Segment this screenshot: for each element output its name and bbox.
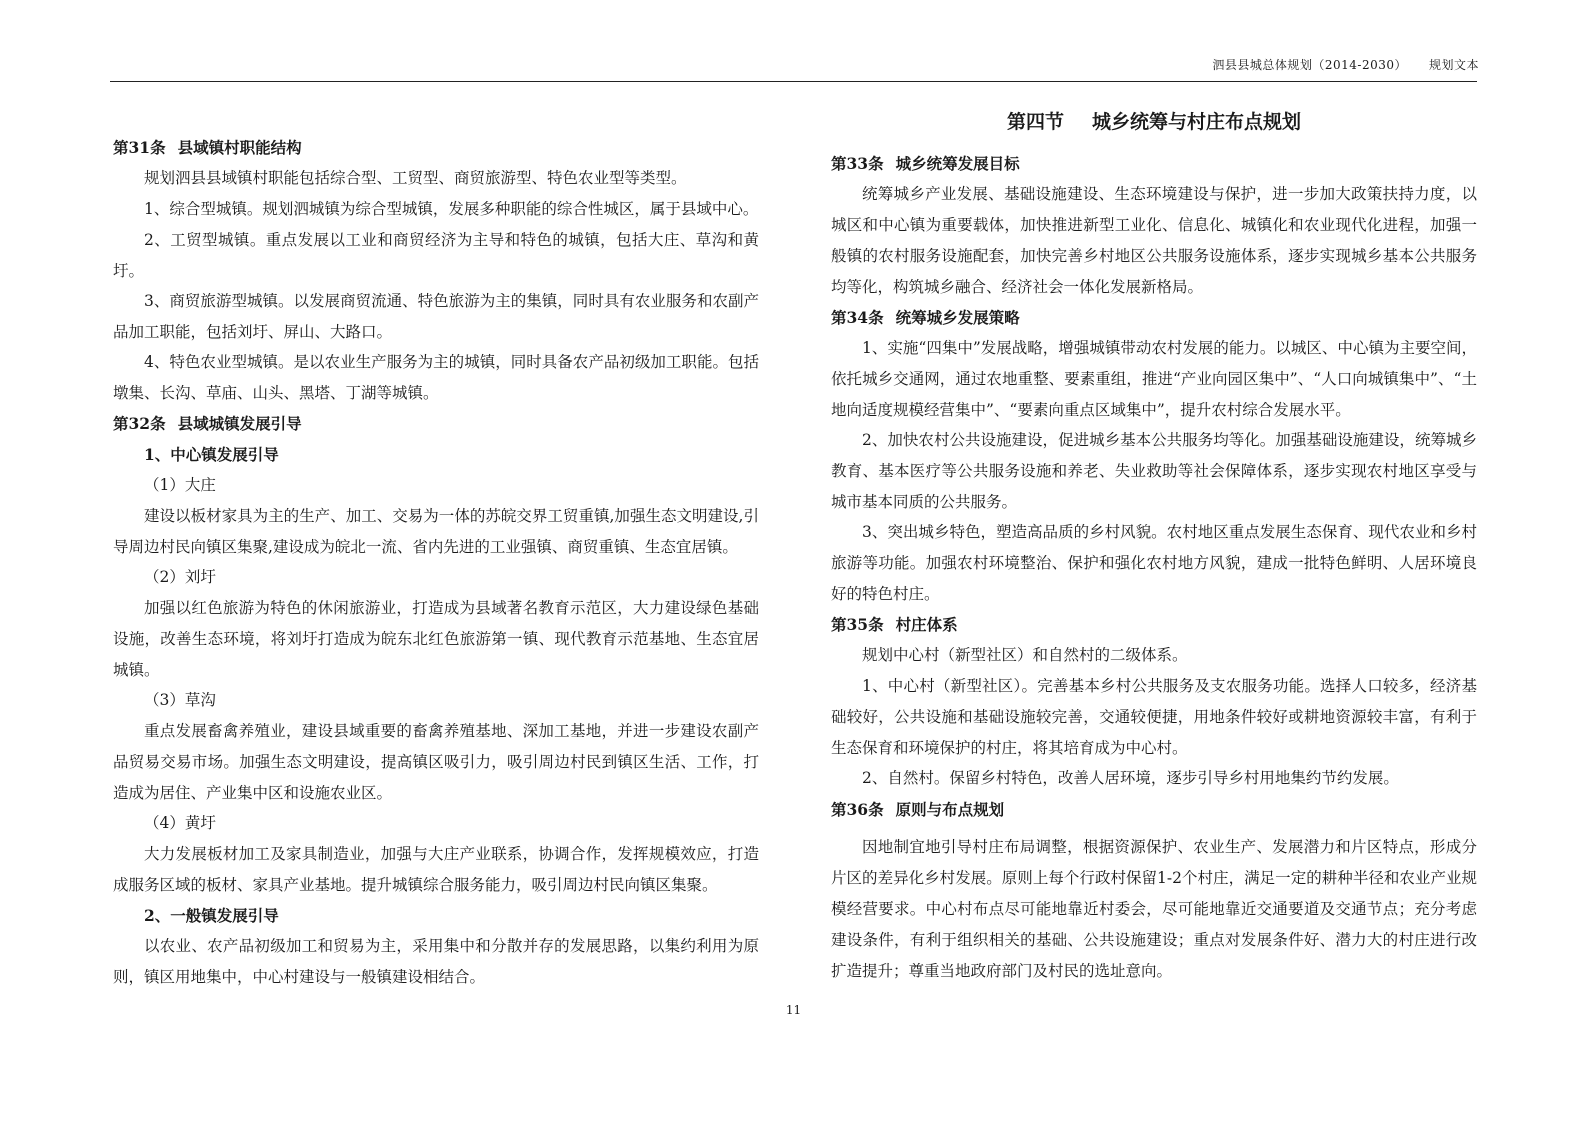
article-number: 第35条 [831, 615, 884, 634]
paragraph: 3、突出城乡特色，塑造高品质的乡村风貌。农村地区重点发展生态保育、现代农业和乡村旅游等功能。加强农村环境整治、保护和强化农村地方风貌，建成一批特色鲜明、人居环境良好的特色村庄。 [831, 523, 1477, 603]
town-heading: （1）大庄 [144, 476, 216, 494]
article-number: 第31条 [113, 138, 166, 157]
paragraph: 2、加快农村公共设施建设，促进城乡基本公共服务均等化。加强基础设施建设，统筹城乡教育、基本医疗等公共服务设施和养老、失业救助等社会保障体系，逐步实现农村地区享受与城市基本同质的公共服务。 [831, 431, 1477, 511]
paragraph: 统筹城乡产业发展、基础设施建设、生态环境建设与保护，进一步加大政策扶持力度，以城区和中心镇为重要载体，加快推进新型工业化、信息化、城镇化和农业现代化进程，加强一般镇的农村服务设施配套，加快完善乡村地区公共服务设施体系，逐步实现城乡基本公共服务均等化，构筑城乡融合、经济社会一体化发展新格局。 [831, 185, 1477, 296]
paragraph: 加强以红色旅游为特色的休闲旅游业，打造成为县域著名教育示范区，大力建设绿色基础设施，改善生态环境，将刘圩打造成为皖东北红色旅游第一镇、现代教育示范基地、生态宜居城镇。 [113, 599, 759, 679]
article-number: 第36条 [831, 800, 884, 819]
article-number: 第33条 [831, 154, 884, 173]
article-36-heading [831, 794, 1477, 825]
section-title: 城乡统筹与村庄布点规划 [1092, 111, 1302, 133]
header-doc-type: 规划文本 [1428, 58, 1479, 72]
town-heading: （4）黄圩 [144, 814, 216, 832]
paragraph: 1、综合型城镇。规划泗城镇为综合型城镇，发展多种职能的综合性城区，属于县域中心。 [144, 200, 759, 218]
article-title: 县域镇村职能结构 [177, 138, 302, 157]
paragraph: 3、商贸旅游型城镇。以发展商贸流通、特色旅游为主的集镇，同时具有农业服务和农副产品加工职能，包括刘圩、屏山、大路口。 [113, 292, 759, 341]
article-title: 城乡统筹发展目标 [895, 154, 1020, 173]
running-header [1212, 56, 1479, 73]
article-title: 县域城镇发展引导 [177, 414, 302, 433]
paragraph: 1、中心村（新型社区）。完善基本乡村公共服务及支农服务功能。选择人口较多，经济基础较好，公共设施和基础设施较完善，交通较便捷，用地条件较好或耕地资源较丰富，有利于生态保育和环境保护的村庄，将其培育成为中心村。 [831, 677, 1477, 757]
article-33-heading [831, 148, 1477, 179]
article-35-heading [831, 609, 1477, 640]
paragraph: 因地制宜地引导村庄布局调整，根据资源保护、农业生产、发展潜力和片区特点，形成分片区的差异化乡村发展。原则上每个行政村保留1-2个村庄，满足一定的耕种半径和农业产业规模经营要求。中心村布点尽可能地靠近村委会，尽可能地靠近交通要道及交通节点；充分考虑建设条件，有利于组织相关的基础、公共设施建设；重点对发展条件好、潜力大的村庄进行改扩造提升；尊重当地政府部门及村民的选址意向。 [831, 838, 1477, 980]
paragraph: 建设以板材家具为主的生产、加工、交易为一体的苏皖交界工贸重镇,加强生态文明建设,引导周边村民向镇区集聚,建设成为皖北一流、省内先进的工业强镇、商贸重镇、生态宜居镇。 [113, 507, 759, 556]
paragraph: 重点发展畜禽养殖业，建设县域重要的畜禽养殖基地、深加工基地，并进一步建设农副产品贸易交易市场。加强生态文明建设，提高镇区吸引力，吸引周边村民到镇区生活、工作，打造成为居住、产业集中区和设施农业区。 [113, 722, 759, 802]
article-34-heading [831, 302, 1477, 333]
section-heading [831, 107, 1477, 137]
article-31-heading [113, 132, 759, 163]
paragraph: 规划中心村（新型社区）和自然村的二级体系。 [862, 646, 1188, 664]
paragraph: 2、工贸型城镇。重点发展以工业和商贸经济为主导和特色的城镇，包括大庄、草沟和黄圩。 [113, 231, 759, 280]
town-heading: （2）刘圩 [144, 568, 216, 586]
article-title: 村庄体系 [895, 615, 958, 634]
article-title: 统筹城乡发展策略 [895, 308, 1020, 327]
town-heading: （3）草沟 [144, 691, 216, 709]
subheading: 2、一般镇发展引导 [144, 906, 279, 925]
page-number: 11 [785, 1003, 802, 1017]
subheading: 1、中心镇发展引导 [144, 445, 279, 464]
article-title: 原则与布点规划 [895, 800, 1005, 819]
article-number: 第34条 [831, 308, 884, 327]
article-32-heading [113, 408, 759, 439]
paragraph: 以农业、农产品初级加工和贸易为主，采用集中和分散并存的发展思路，以集约利用为原则，镇区用地集中，中心村建设与一般镇建设相结合。 [113, 937, 759, 986]
paragraph: 2、自然村。保留乡村特色，改善人居环境，逐步引导乡村用地集约节约发展。 [862, 769, 1399, 787]
article-number: 第32条 [113, 414, 166, 433]
paragraph: 大力发展板材加工及家具制造业，加强与大庄产业联系，协调合作，发挥规模效应，打造成服务区域的板材、家具产业基地。提升城镇综合服务能力，吸引周边村民向镇区集聚。 [113, 845, 759, 894]
paragraph: 规划泗县县域镇村职能包括综合型、工贸型、商贸旅游型、特色农业型等类型。 [144, 169, 687, 187]
header-rule [110, 81, 1477, 82]
paragraph: 1、实施“四集中”发展战略，增强城镇带动农村发展的能力。以城区、中心镇为主要空间，依托城乡交通网，通过农地重整、要素重组，推进“产业向园区集中”、“人口向城镇集中”、“土地向适度规模经营集中”、“要素向重点区域集中”，提升农村综合发展水平。 [831, 339, 1477, 419]
paragraph: 4、特色农业型城镇。是以农业生产服务为主的城镇，同时具备农产品初级加工职能。包括墩集、长沟、草庙、山头、黑塔、丁湖等城镇。 [113, 353, 759, 402]
header-doc-title: 泗县县城总体规划（2014-2030） [1212, 58, 1407, 72]
section-number: 第四节 [1006, 111, 1064, 133]
